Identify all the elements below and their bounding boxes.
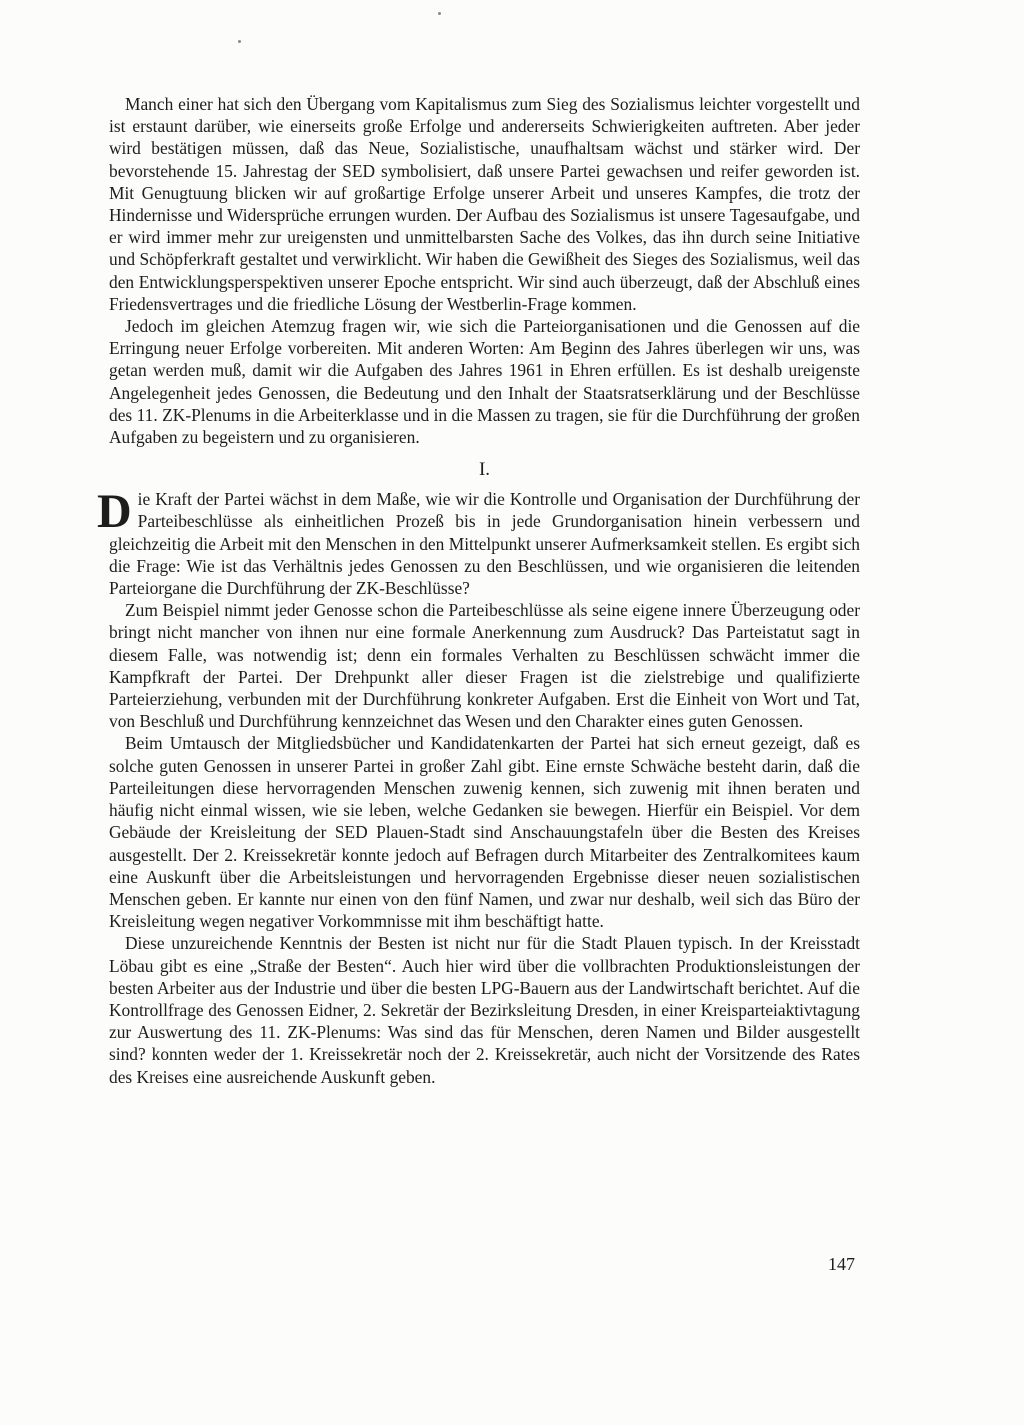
- dropcap-paragraph-text: ie Kraft der Partei wächst in dem Maße, wie wir die Kontrolle und Organisation der Durchführung der Parteibeschlüsse als einheitlichen Prozeß bis in jede Grundorganisation hinein verbessern und gleichzeitig die Arbeit mit den Menschen in den Mittelpunkt unserer Aufmerksamkeit stellen. Es ergibt sich die Frage: Wie ist das Verhältnis jedes Genossen zu den Beschlüssen, und wie organisieren die leitenden Parteiorgane die Durchführung der ZK-Beschlüsse?: [109, 489, 860, 599]
- section-heading: I.: [478, 459, 491, 481]
- paragraph: Beim Umtausch der Mitgliedsbücher und Kandidatenkarten der Partei hat sich erneut gezeigt, daß es solche guten Genossen in unserer Partei in großer Zahl gibt. Eine ernste Schwäche besteht darin, daß die Parteileitungen diese hervorragenden Menschen zuwenig kennen, sich zuwenig mit ihnen beraten und häufig nicht einmal wissen, wie sie leben, welche Gedanken sie bewegen. Hierfür ein Beispiel. Vor dem Gebäude der Kreisleitung der SED Plauen-Stadt sind Anschauungstafeln über die Besten des Kreises ausgestellt. Der 2. Kreissekretär konnte jedoch auf Befragen durch Mitarbeiter des Zentralkomitees kaum eine Auskunft über die Arbeitsleistungen und hervorragenden Ergebnisse dieser neuen sozialistischen Menschen geben. Er kannte nur einen von den fünf Namen, und zwar nur deshalb, weil sich das Büro der Kreisleitung wegen negativer Vorkommnisse mit ihm beschäftigt hatte.: [109, 733, 860, 932]
- paragraph-with-dropcap: [97, 485, 860, 599]
- scan-speck: [438, 12, 441, 15]
- page-number: 147: [828, 1254, 855, 1274]
- paragraph: Zum Beispiel nimmt jeder Genosse schon die Parteibeschlüsse als seine eigene innere Überzeugung oder bringt nicht mancher von ihnen nur eine formale Anerkennung zum Ausdruck? Das Parteistatut sagt in diesem Falle, was notwendig ist; denn ein formales Verhalten zu Beschlüssen schwächt immer die Kampfkraft der Partei. Der Drehpunkt aller dieser Fragen ist die zielstrebige und qualifizierte Parteierziehung, verbunden mit der Durchführung konkreter Aufgaben. Erst die Einheit von Wort und Tat, von Beschluß und Durchführung kennzeichnet das Wesen und den Charakter eines guten Genossen.: [109, 600, 860, 732]
- paragraph: Jedoch im gleichen Atemzug fragen wir, wie sich die Parteiorganisationen und die Genossen auf die Erringung neuer Erfolge vorbereiten. Mit anderen Worten: Am Beginn des Jahres überlegen wir uns, was getan werden muß, damit wir die Aufgaben des Jahres 1961 in Ehren erfüllen. Es ist deshalb ureigenste Angelegenheit jedes Genossen, die Bedeutung und den Inhalt der Staatsratserklärung und der Beschlüsse des 11. ZK-Plenums in die Arbeiterklasse und in die Massen zu tragen, sie für die Durchführung der großen Aufgaben zu begeistern und zu organisieren.: [109, 316, 860, 448]
- text-column: [97, 93, 860, 1088]
- drop-cap: D: [97, 485, 132, 539]
- paragraph: Diese unzureichende Kenntnis der Besten ist nicht nur für die Stadt Plauen typisch. In der Kreisstadt Löbau gibt es eine „Straße der Besten“. Auch hier wird über die vollbrachten Produktionsleistungen der besten Arbeiter aus der Industrie und über die besten LPG-Bauern aus der Landwirtschaft berichtet. Auf die Kontrollfrage des Genossen Eidner, 2. Sekretär der Bezirksleitung Dresden, in einer Kreisparteiaktivtagung zur Auswertung des 11. ZK-Plenums: Was sind das für Menschen, deren Namen und Bilder ausgestellt sind? konnten weder der 1. Kreissekretär noch der 2. Kreissekretär, auch nicht der Vorsitzende des Rates des Kreises eine ausreichende Auskunft geben.: [109, 933, 860, 1087]
- paragraph: Manch einer hat sich den Übergang vom Kapitalismus zum Sieg des Sozialismus leichter vorgestellt und ist erstaunt darüber, wie einerseits große Erfolge und andererseits Schwierigkeiten auftreten. Aber jeder wird bestätigen müssen, daß das Neue, Sozialistische, unaufhaltsam wächst und stärker wird. Der bevorstehende 15. Jahrestag der SED symbolisiert, daß unsere Partei gewachsen und reifer geworden ist. Mit Genugtuung blicken wir auf großartige Erfolge unserer Arbeit und unseres Kampfes, die trotz der Hindernisse und Widersprüche errungen wurden. Der Aufbau des Sozialismus ist unsere Tagesaufgabe, und er wird immer mehr zur ureigensten und unmittelbarsten Sache des Volkes, das ihn durch seine Initiative und Schöpferkraft gestaltet und verwirklicht. Wir haben die Gewißheit des Sieges des Sozialismus, weil das den Entwicklungsperspektiven unserer Epoche entspricht. Wir sind auch überzeugt, daß der Abschluß eines Friedensvertrages und die friedliche Lösung der Westberlin-Frage kommen.: [109, 94, 860, 314]
- scan-speck: [238, 40, 241, 43]
